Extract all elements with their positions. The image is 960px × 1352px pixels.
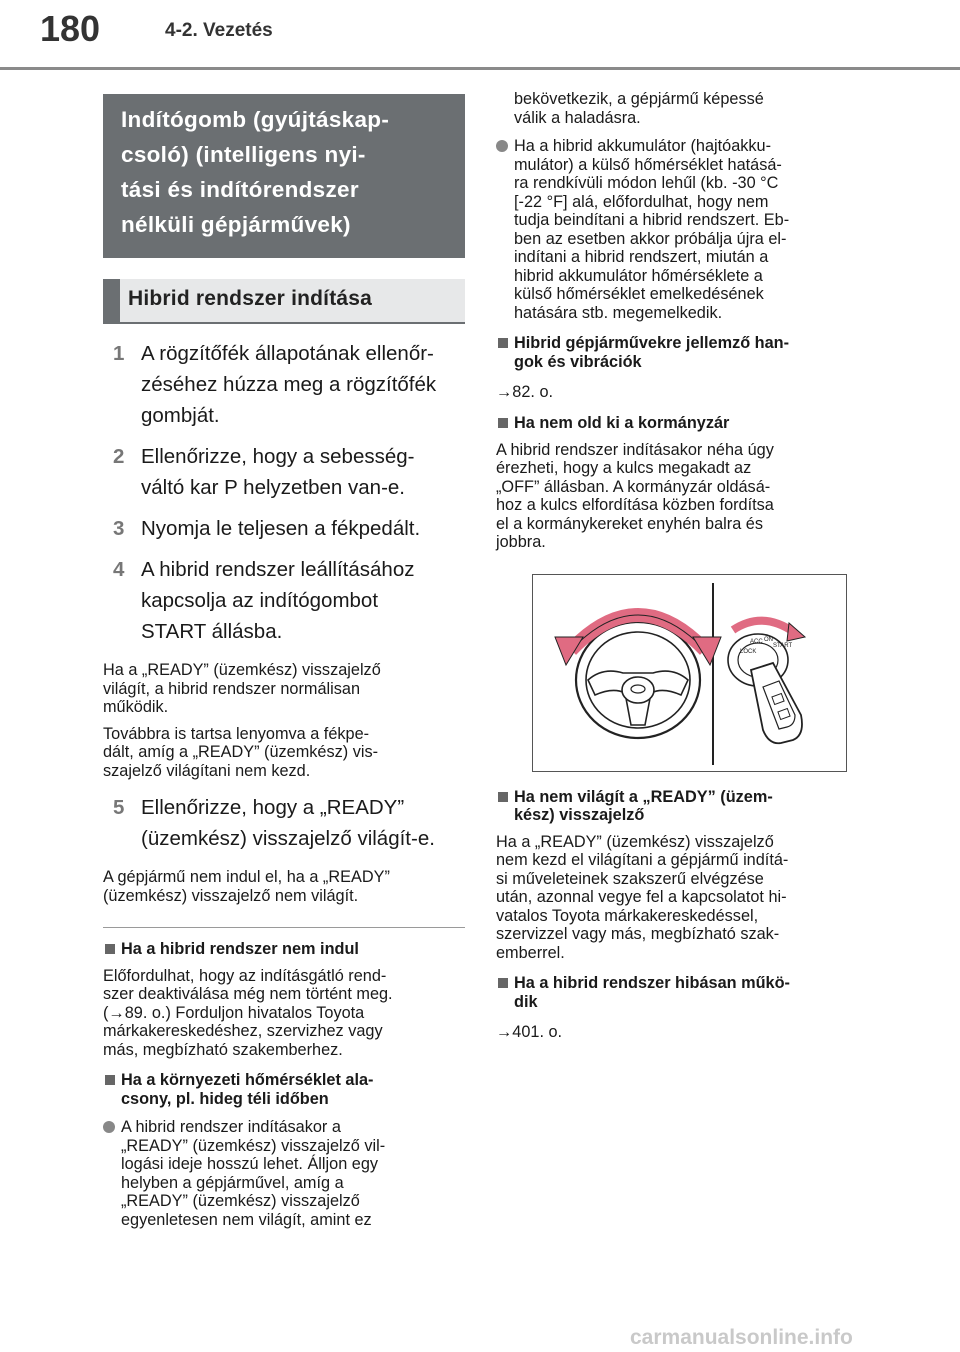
square-bullet-icon	[498, 338, 508, 348]
bullet-line: ben az esetben akkor próbálja újra el-	[514, 229, 787, 248]
para-line: „OFF” állásban. A kormányzár oldásá-	[496, 477, 771, 496]
square-bullet-icon	[498, 978, 508, 988]
bullet-line: A hibrid rendszer indításakor a	[121, 1118, 341, 1136]
watermark: carmanualsonline.info	[630, 1326, 853, 1349]
step-line: zéséhez húzza meg a rögzítőfék	[141, 373, 437, 396]
right-column	[496, 90, 860, 1042]
bullet-line: ra rendkívüli módon lehűl (kb. -30 °C	[514, 174, 779, 192]
subheading	[496, 334, 860, 371]
step	[103, 554, 465, 647]
step-line: kapcsolja az indítógombot	[141, 589, 379, 612]
paragraph	[103, 967, 465, 1060]
bullet-line: helyben a gépjárművel, amíg a	[121, 1173, 344, 1192]
subheading-text: Ha nem old ki a kormányzár	[514, 414, 730, 432]
para-line: Előfordulhat, hogy az indításgátló rend-	[103, 966, 387, 985]
bullet-line: Ha a hibrid akkumulátor (hajtóakku-	[514, 137, 772, 155]
subheading-line: gok és vibrációk	[514, 352, 642, 371]
bullet-line: egyenletesen nem világít, amint ez	[121, 1210, 372, 1229]
subheading-text	[514, 974, 860, 1011]
para-line: si műveleteinek szakszerű elvégzése	[496, 869, 764, 888]
para-line: jobbra.	[496, 533, 546, 551]
step-line: Ellenőrizze, hogy a sebesség-	[141, 445, 415, 468]
subheading	[103, 1071, 465, 1108]
section-header: 4-2. Vezetés	[165, 20, 273, 41]
step-number: 2	[113, 445, 125, 468]
key-label-lock: LOCK	[740, 648, 757, 655]
step-line: Nyomja le teljesen a fékpedált.	[141, 517, 421, 540]
subheading	[496, 974, 860, 1011]
step-number: 3	[113, 517, 125, 540]
step	[103, 792, 465, 854]
note-line: A gépjármű nem indul el, ha a „READY”	[103, 868, 390, 886]
para-line: emberrel.	[496, 943, 565, 962]
note-line: (üzemkész) visszajelző nem világít.	[103, 886, 359, 905]
subheading-line: kész) visszajelző	[514, 806, 645, 824]
key-label-start: START	[773, 642, 793, 649]
bullet-line: külső hőmérséklet emelkedésének	[514, 285, 764, 303]
chapter-title-line: csoló) (intelligens nyi-	[121, 142, 366, 167]
note-line: világít, a hibrid rendszer normálisan	[103, 679, 361, 698]
steering-and-key-illustration	[533, 575, 848, 773]
step-text	[131, 554, 465, 647]
subheading	[103, 940, 465, 959]
bullet-line: logási ideje hosszú lehet. Álljon egy	[121, 1155, 379, 1173]
note-no-start	[103, 868, 465, 905]
subheading-line: Ha a hibrid rendszer hibásan műkö-	[514, 974, 790, 992]
page-reference: →82. o.	[496, 383, 554, 401]
square-bullet-icon	[498, 792, 508, 802]
subheading	[496, 788, 860, 825]
para-line: után, azonnal vegye fel a kapcsolatot hi-	[496, 888, 787, 906]
chapter-title-line: tási és indítórendszer	[121, 177, 359, 202]
para-line: márkakereskedéshez, szervizhez vagy	[103, 1022, 383, 1040]
bullet-line: válik a haladásra.	[514, 108, 641, 127]
subheading-line: dik	[514, 992, 538, 1011]
step	[103, 513, 465, 544]
steps-list	[103, 338, 465, 647]
square-bullet-icon	[105, 1075, 115, 1085]
step-line: (üzemkész) visszajelző világít-e.	[141, 827, 435, 850]
section-title: Hibrid rendszer indítása	[103, 279, 465, 324]
note-ready-ok	[103, 661, 465, 717]
bullet-line: [-22 °F] alá, előfordulhat, hogy nem	[514, 192, 769, 211]
bullet-line: „READY” (üzemkész) visszajelző	[121, 1192, 360, 1210]
step	[103, 441, 465, 503]
step-line: A hibrid rendszer leállításához	[141, 558, 415, 581]
step	[103, 338, 465, 431]
note-line: dált, amíg a „READY” (üzemkész) vis-	[103, 743, 379, 761]
step-number: 4	[113, 558, 125, 581]
key-fob-icon	[751, 663, 802, 743]
para-line: szer deaktiválása még nem történt meg.	[103, 985, 393, 1003]
bullet-line: bekövetkezik, a gépjármű képessé	[514, 90, 764, 108]
header-rule	[0, 67, 960, 70]
para-line: nem kezd el világítani a gépjármű indítá-	[496, 851, 789, 869]
para-line: el a kormánykereket enyhén balra és	[496, 514, 763, 533]
subheading-line: csony, pl. hideg téli időben	[121, 1089, 329, 1108]
subheading-text: Ha a hibrid rendszer nem indul	[121, 940, 359, 958]
page-reference: →401. o.	[496, 1023, 563, 1041]
para-line: (→89. o.) Forduljon hivatalos Toyota	[103, 1003, 365, 1022]
para-line: vatalos Toyota márkakereskedéssel,	[496, 906, 759, 925]
step-text	[131, 338, 465, 431]
circle-bullet-icon	[103, 1121, 115, 1133]
step-line: START állásba.	[141, 620, 283, 643]
square-bullet-icon	[105, 944, 115, 954]
subheading-line: Ha a környezeti hőmérséklet ala-	[121, 1071, 374, 1089]
paragraph	[496, 441, 860, 552]
step-line: Ellenőrizze, hogy a „READY”	[141, 796, 405, 819]
subheading-text	[121, 1071, 465, 1108]
bullet-line: „READY” (üzemkész) visszajelző vil-	[121, 1136, 386, 1155]
step-text	[131, 792, 465, 854]
para-line: más, megbízható szakemberhez.	[103, 1040, 343, 1059]
note-line: Továbbra is tartsa lenyomva a fékpe-	[103, 724, 370, 743]
para-line: Ha a „READY” (üzemkész) visszajelző	[496, 832, 774, 851]
bullet-item	[496, 137, 860, 322]
bullet-text	[514, 137, 860, 322]
step-line: A rögzítőfék állapotának ellenőr-	[141, 342, 434, 365]
note-line: Ha a „READY” (üzemkész) visszajelző	[103, 661, 381, 679]
subheading-line: Ha nem világít a „READY” (üzem-	[514, 787, 773, 806]
step-line: gombját.	[141, 404, 220, 427]
bullet-line: hibrid akkumulátor hőmérséklete a	[514, 266, 763, 285]
bullet-item	[103, 1118, 465, 1229]
key-label-on: ON	[764, 636, 773, 643]
steering-wheel-icon	[576, 622, 700, 738]
bullet-line: indítani a hibrid rendszert, miután a	[514, 248, 769, 266]
page-number: 180	[40, 8, 101, 49]
subheading-text	[514, 788, 860, 825]
bullet-line: tudja beindítani a hibrid rendszert. Eb-	[514, 211, 790, 229]
square-bullet-icon	[498, 418, 508, 428]
bullet-line: mulátor) a külső hőmérséklet hatásá-	[514, 155, 782, 174]
step-number: 5	[113, 796, 125, 819]
para-line: szervizzel vagy más, megbízható szak-	[496, 925, 780, 943]
divider	[103, 927, 465, 928]
steering-lock-figure	[532, 574, 847, 772]
subheading-line: Hibrid gépjárművekre jellemző han-	[514, 334, 790, 352]
note-line: szajelző világítani nem kezd.	[103, 761, 311, 780]
subheading-text	[514, 334, 860, 371]
chapter-title	[103, 94, 465, 258]
step-text	[131, 441, 465, 503]
bullet-line: hatására stb. megemelkedik.	[514, 303, 723, 322]
left-column	[103, 94, 465, 1229]
step-number: 1	[113, 342, 125, 365]
chapter-title-line: nélküli gépjárművek)	[121, 212, 351, 237]
paragraph	[496, 833, 860, 963]
para-line: A hibrid rendszer indításakor néha úgy	[496, 440, 774, 459]
note-line: működik.	[103, 698, 169, 716]
step-line: váltó kar P helyzetben van-e.	[141, 476, 405, 499]
bullet-text	[121, 1118, 465, 1229]
para-line: érezheti, hogy a kulcs megakadt az	[496, 459, 752, 477]
note-keep-pressed	[103, 725, 465, 781]
step-text	[131, 513, 465, 544]
para-line: hoz a kulcs elfordítása közben fordítsa	[496, 496, 774, 514]
subheading	[496, 414, 860, 433]
chapter-title-line: Indítógomb (gyújtáskap-	[121, 107, 390, 132]
circle-bullet-icon	[496, 140, 508, 152]
key-label-acc: ACC	[750, 638, 763, 645]
bullet-continuation	[496, 90, 860, 127]
